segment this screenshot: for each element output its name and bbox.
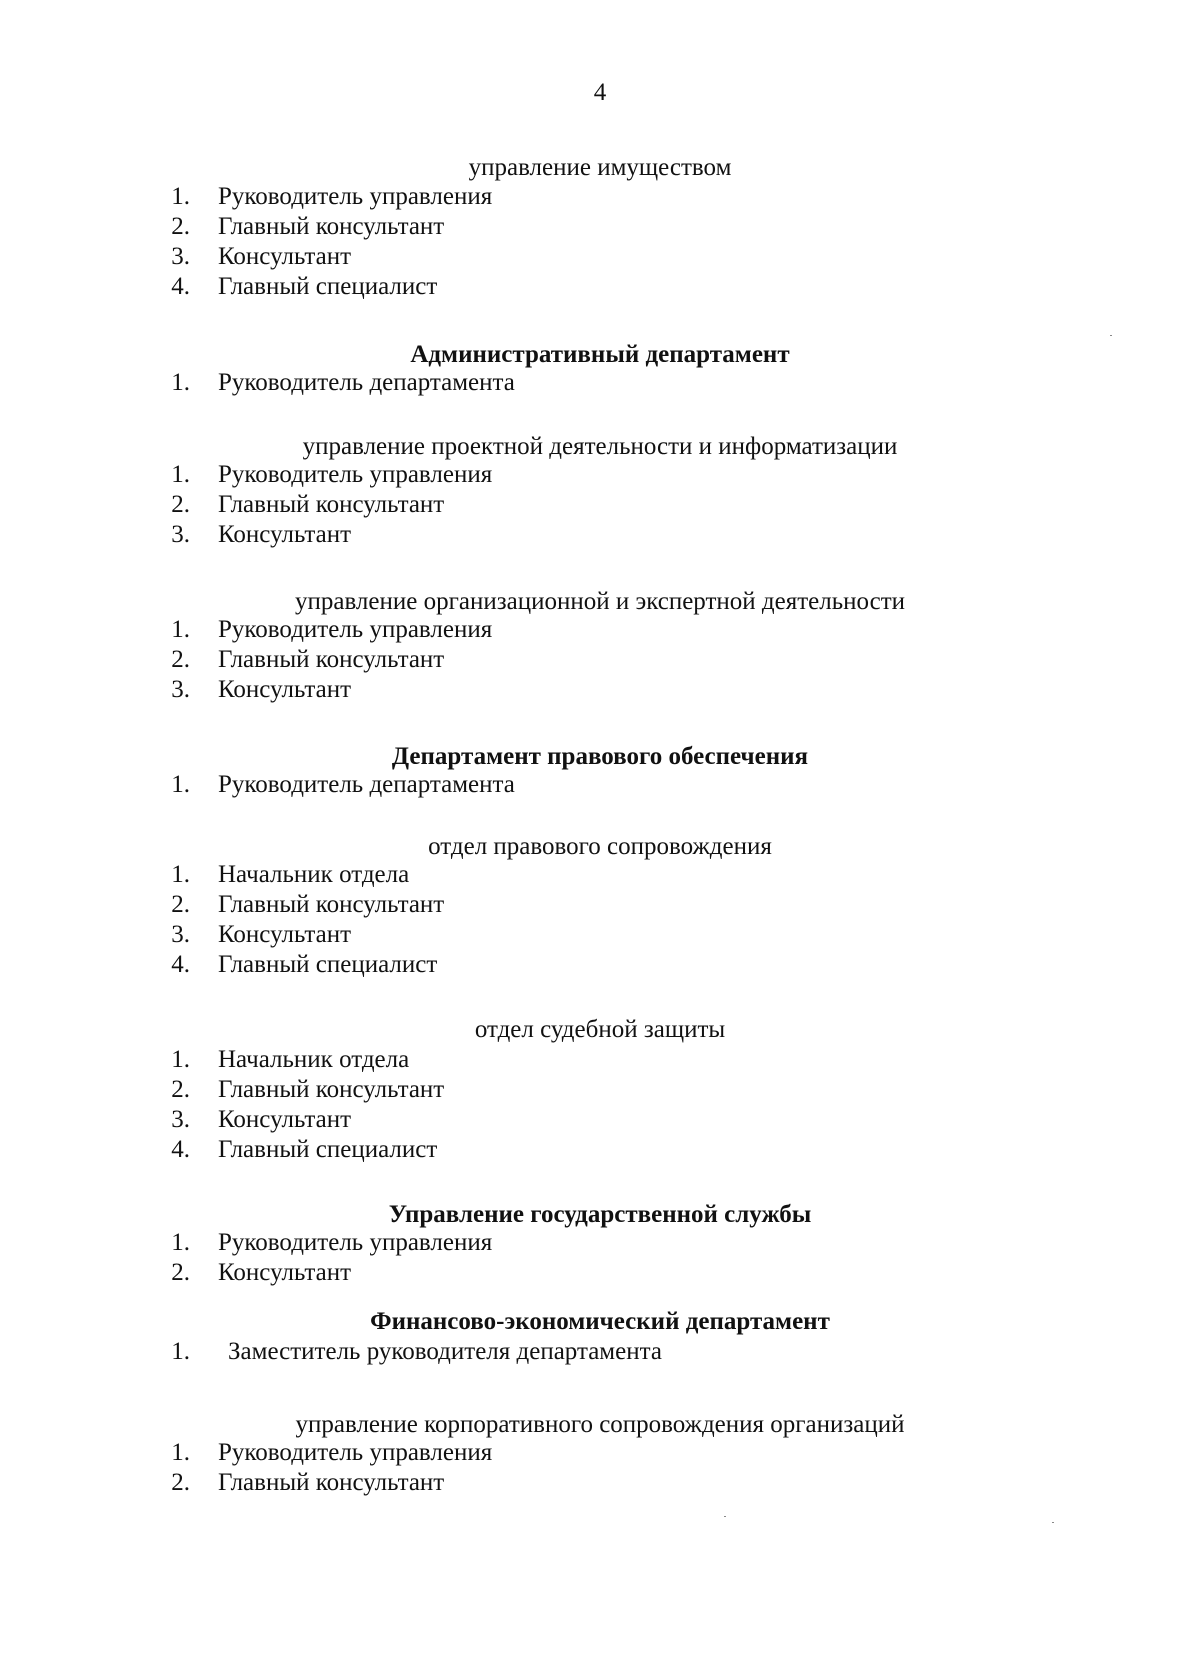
item-number: 2. [171, 891, 190, 918]
subdivision-heading: отдел правового сопровождения [428, 833, 772, 860]
list-item [0, 490, 1200, 520]
position-title: Главный специалист [218, 951, 438, 978]
list-item [0, 1337, 1200, 1367]
list-item [0, 368, 1200, 398]
item-number: 2. [171, 646, 190, 673]
subdivision-heading: управление имуществом [468, 154, 732, 181]
subdivision-heading: управление организационной и экспертной деятельности [294, 588, 906, 615]
item-number: 3. [171, 243, 190, 270]
department-heading: Финансово-экономический департамент [370, 1308, 830, 1335]
list-item [0, 950, 1200, 980]
item-number: 4. [171, 1136, 190, 1163]
item-number: 4. [171, 951, 190, 978]
list-item [0, 920, 1200, 950]
subdivision-heading: отдел судебной защиты [474, 1016, 726, 1043]
item-number: 2. [171, 213, 190, 240]
list-item [0, 1045, 1200, 1075]
list-item [0, 272, 1200, 302]
position-title: Консультант [218, 921, 352, 948]
department-heading: Административный департамент [410, 341, 790, 368]
department-heading: Департамент правового обеспечения [391, 743, 809, 770]
position-title: Главный консультант [218, 491, 445, 518]
position-title: Руководитель департамента [218, 369, 515, 396]
position-title: Руководитель управления [218, 1439, 493, 1466]
position-title: Главный консультант [218, 1469, 445, 1496]
position-title: Начальник отдела [218, 861, 410, 888]
item-number: 3. [171, 521, 190, 548]
item-number: 3. [171, 676, 190, 703]
position-title: Руководитель управления [218, 616, 493, 643]
list-item [0, 1105, 1200, 1135]
list-item [0, 1135, 1200, 1165]
position-title: Консультант [218, 521, 352, 548]
position-title: Главный консультант [218, 213, 445, 240]
list-item [0, 615, 1200, 645]
item-number: 1. [171, 369, 190, 396]
list-item [0, 890, 1200, 920]
subdivision-heading: управление корпоративного сопровождения организаций [295, 1411, 905, 1438]
position-title: Заместитель руководителя департамента [228, 1338, 662, 1365]
position-title: Консультант [218, 243, 352, 270]
item-number: 1. [171, 461, 190, 488]
item-number: 2. [171, 1469, 190, 1496]
position-title: Консультант [218, 1106, 352, 1133]
list-item [0, 212, 1200, 242]
item-number: 2. [171, 1259, 190, 1286]
item-number: 1. [171, 616, 190, 643]
page-number: 4 [593, 79, 607, 106]
department-heading: Управление государственной службы [388, 1201, 812, 1228]
item-number: 1. [171, 861, 190, 888]
subdivision-heading: управление проектной деятельности и информатизации [302, 433, 898, 460]
item-number: 1. [171, 183, 190, 210]
item-number: 1. [171, 1229, 190, 1256]
position-title: Главный консультант [218, 891, 445, 918]
scan-speck [724, 1516, 726, 1517]
position-title: Начальник отдела [218, 1046, 410, 1073]
list-item [0, 520, 1200, 550]
list-item [0, 1075, 1200, 1105]
item-number: 4. [171, 273, 190, 300]
item-number: 2. [171, 1076, 190, 1103]
list-item [0, 460, 1200, 490]
list-item [0, 645, 1200, 675]
position-title: Главный специалист [218, 273, 438, 300]
item-number: 1. [171, 1338, 190, 1365]
position-title: Главный консультант [218, 646, 445, 673]
list-item [0, 1438, 1200, 1468]
position-title: Руководитель департамента [218, 771, 515, 798]
position-title: Руководитель управления [218, 183, 493, 210]
position-title: Консультант [218, 676, 352, 703]
item-number: 1. [171, 1439, 190, 1466]
position-title: Главный консультант [218, 1076, 445, 1103]
position-title: Главный специалист [218, 1136, 438, 1163]
item-number: 1. [171, 771, 190, 798]
scan-speck [1110, 335, 1112, 336]
list-item [0, 1468, 1200, 1498]
scan-speck [1052, 1522, 1054, 1523]
list-item [0, 182, 1200, 212]
position-title: Консультант [218, 1259, 352, 1286]
list-item [0, 770, 1200, 800]
list-item [0, 860, 1200, 890]
item-number: 3. [171, 1106, 190, 1133]
position-title: Руководитель управления [218, 1229, 493, 1256]
item-number: 2. [171, 491, 190, 518]
position-title: Руководитель управления [218, 461, 493, 488]
item-number: 3. [171, 921, 190, 948]
list-item [0, 1258, 1200, 1288]
item-number: 1. [171, 1046, 190, 1073]
list-item [0, 242, 1200, 272]
list-item [0, 1228, 1200, 1258]
list-item [0, 675, 1200, 705]
